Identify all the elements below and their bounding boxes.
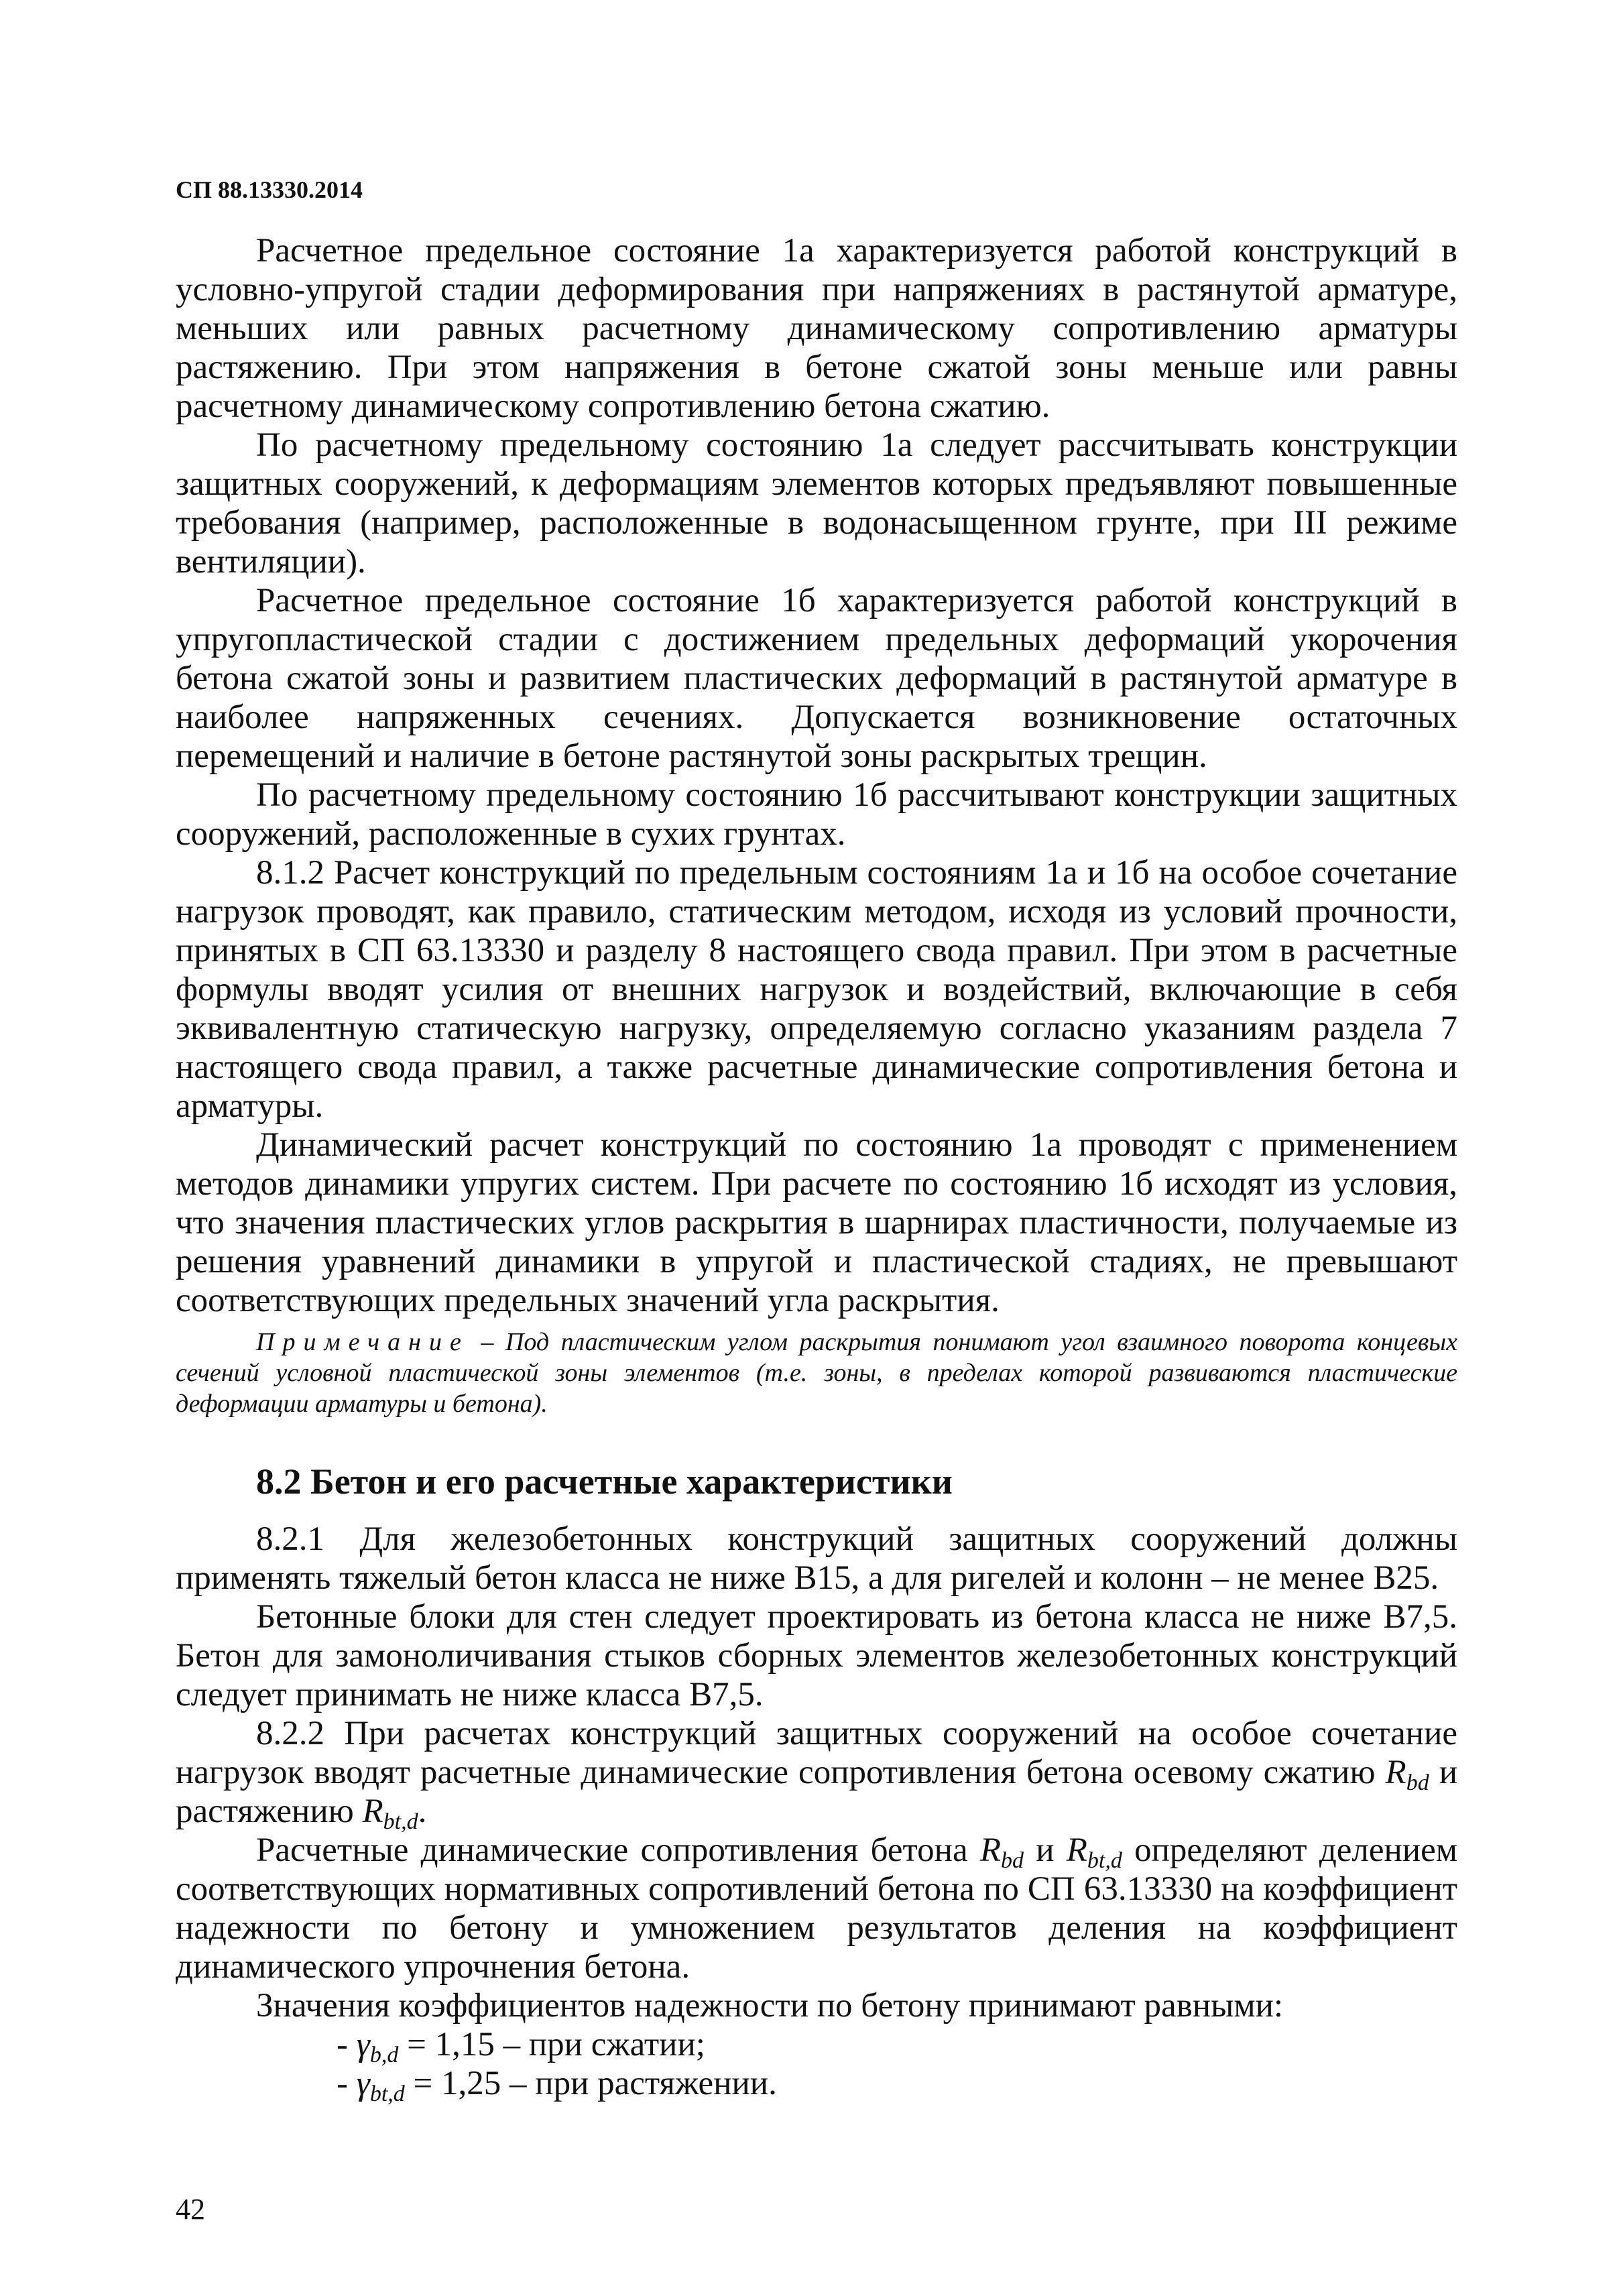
subscript-bd: b,d [369,2043,399,2067]
list-item-value: = 1,15 – при сжатии; [398,2026,705,2063]
symbol-gamma-btd: γ [356,2065,370,2102]
design-resistances-text-c: определяют делением соответствующих нормативных сопротивлений бетона по СП 63.13330 на коэффициент надежности по бетону и умножением результатов деления на коэффициент динамического упрочнения бетона. [176,1831,1457,1986]
clause-8-2-2-text-c: . [418,1793,427,1830]
paragraph-clause-8-1-2: 8.1.2 Расчет конструкций по предельным состояниям 1а и 1б на особое сочетание нагрузок проводят, как правило, статическим методом, исходя из условий прочности, принятых в СП 63.13330 и разделу 8 настоящего свода правил. При этом в расчетные формулы вводят усилия от внешних нагрузок и воздействий, включающие в себя эквивалентную статическую нагрузку, определяемую согласно указаниям раздела 7 настоящего свода правил, а также расчетные динамические сопротивления бетона и арматуры. [176,854,1457,1125]
subscript-bd: bd [1406,1770,1429,1795]
document-body [176,231,1457,2106]
list-item-prefix: - [337,2065,357,2102]
design-resistances-text-a: Расчетные динамические сопротивления бетона [256,1831,980,1869]
paragraph-concrete-blocks: Бетонные блоки для стен следует проектировать из бетона класса не ниже В7,5. Бетон для замоноличивания стыков сборных элементов железобетонных конструкций следует принимать не ниже класса В7,5. [176,1598,1457,1713]
symbol-r-btd: R [362,1793,383,1830]
symbol-r-btd: R [1066,1831,1087,1869]
paragraph-limit-state-1b-application: По расчетному предельному состоянию 1б рассчитывают конструкции защитных сооружений, расположенные в сухих грунтах. [176,776,1457,853]
list-item-compression [176,2025,1457,2067]
list-item-tension [176,2064,1457,2106]
paragraph-design-resistances [176,1831,1457,1986]
paragraph-clause-8-2-2 [176,1714,1457,1834]
subscript-btd: bt,d [369,2081,405,2106]
symbol-gamma-bd: γ [356,2026,370,2063]
clause-8-2-2-text-a: 8.2.2 При расчетах конструкций защитных сооружений на особое сочетание нагрузок вводят расчетные динамические сопротивления бетона осевому сжатию [176,1715,1457,1791]
design-resistances-text-b: и [1023,1831,1067,1869]
note-text: – Под пластическим углом раскрытия понимают угол взаимного поворота концевых сечений условной пластической зоны элементов (т.е. зоны, в пределах которой развиваются пластические деформации арматуры и бетона). [176,1328,1457,1418]
note-block [176,1327,1457,1419]
list-item-value: = 1,25 – при растяжении. [404,2065,777,2102]
note-label: Примечание [256,1328,469,1356]
page-number: 42 [176,2193,205,2226]
symbol-r-bd: R [1385,1754,1406,1791]
symbol-r-bd: R [979,1831,1001,1869]
subscript-bd: bd [1000,1848,1024,1873]
clause-8-2-2-text-b: и растяжению [176,1754,1457,1830]
subscript-btd: bt,d [1087,1848,1122,1873]
subscript-btd: bt,d [383,1809,418,1834]
paragraph-limit-state-1a-application: По расчетному предельному состоянию 1а следует рассчитывать конструкции защитных сооружений, к деформациям элементов которых предъявляют повышенные требования (например, расположенные в водонасыщенном грунте, при III режиме вентиляции). [176,426,1457,581]
paragraph-reliability-coefficients: Значения коэффициентов надежности по бетону принимают равными: [256,1987,1284,2025]
paragraph-limit-state-1a: Расчетное предельное состояние 1а характеризуется работой конструкций в условно-упругой стадии деформирования при напряжениях в растянутой арматуре, меньших или равных расчетному динамическому сопротивлению арматуры растяжению. При этом напряжения в бетоне сжатой зоны меньше или равны расчетному динамическому сопротивлению бетона сжатию. [176,232,1457,425]
paragraph-clause-8-2-1: 8.2.1 Для железобетонных конструкций защитных сооружений должны применять тяжелый бетон класса не ниже В15, а для ригелей и колонн – не менее В25. [176,1520,1457,1597]
paragraph-limit-state-1b: Расчетное предельное состояние 1б характеризуется работой конструкций в упругопластической стадии с достижением предельных деформаций укорочения бетона сжатой зоны и развитием пластических деформаций в растянутой арматуре в наиболее напряженных сечениях. Допускается возникновение остаточных перемещений и наличие в бетоне растянутой зоны раскрытых трещин. [176,582,1457,775]
document-code-header: СП 88.13330.2014 [176,176,363,203]
section-heading-8-2: 8.2 Бетон и его расчетные характеристики [256,1461,953,1502]
paragraph-dynamic-calculation: Динамический расчет конструкций по состоянию 1а проводят с применением методов динамики упругих систем. При расчете по состоянию 1б исходят из условия, что значения пластических углов раскрытия в шарнирах пластичности, получаемые из решения уравнений динамики в упругой и пластической стадиях, не превышают соответствующих предельных значений угла раскрытия. [176,1126,1457,1319]
list-item-prefix: - [337,2026,357,2063]
